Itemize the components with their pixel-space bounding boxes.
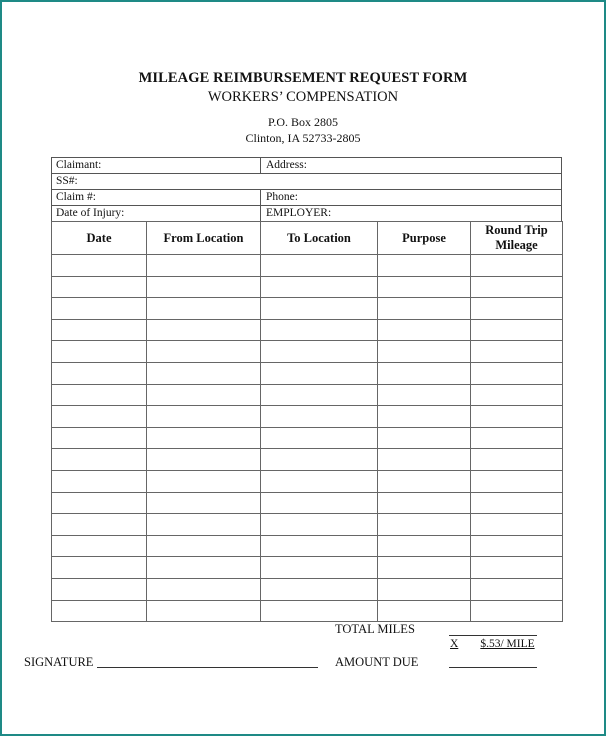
purpose-cell[interactable]: [378, 600, 471, 622]
info-row-injury: [52, 206, 561, 222]
purpose-cell[interactable]: [378, 341, 471, 363]
mileage-cell[interactable]: [471, 449, 563, 471]
purpose-cell[interactable]: [378, 449, 471, 471]
info-row-claimant: [52, 158, 561, 174]
date-cell[interactable]: [52, 600, 147, 622]
table-row: [52, 255, 563, 277]
date-cell[interactable]: [52, 384, 147, 406]
from-location-cell[interactable]: [147, 600, 261, 622]
mileage-cell[interactable]: [471, 255, 563, 277]
to-location-cell[interactable]: [261, 535, 378, 557]
mileage-cell[interactable]: [471, 319, 563, 341]
date-cell[interactable]: [52, 276, 147, 298]
to-location-cell[interactable]: [261, 406, 378, 428]
table-row: [52, 470, 563, 492]
from-location-cell[interactable]: [147, 578, 261, 600]
form-subtitle: WORKERS’ COMPENSATION: [207, 89, 399, 105]
to-location-cell[interactable]: [261, 319, 378, 341]
date-cell[interactable]: [52, 578, 147, 600]
from-location-cell[interactable]: [147, 449, 261, 471]
date-cell[interactable]: [52, 514, 147, 536]
claimant-info-block: [51, 157, 562, 221]
mileage-cell[interactable]: [471, 557, 563, 579]
employer-field[interactable]: EMPLOYER:: [266, 207, 332, 219]
mileage-cell[interactable]: [471, 406, 563, 428]
round-trip-label: Round Trip: [485, 223, 548, 237]
from-location-cell[interactable]: [147, 341, 261, 363]
table-row: [52, 600, 563, 622]
purpose-cell[interactable]: [378, 557, 471, 579]
mileage-cell[interactable]: [471, 600, 563, 622]
to-location-cell[interactable]: [261, 492, 378, 514]
purpose-cell[interactable]: [378, 298, 471, 320]
date-cell[interactable]: [52, 406, 147, 428]
mileage-cell[interactable]: [471, 492, 563, 514]
col-header-purpose: Purpose: [378, 222, 471, 255]
from-location-cell[interactable]: [147, 384, 261, 406]
mileage-table: [51, 221, 563, 622]
purpose-cell[interactable]: [378, 319, 471, 341]
date-cell[interactable]: [52, 492, 147, 514]
col-header-to-location: To Location: [261, 222, 378, 255]
table-row: [52, 384, 563, 406]
from-location-cell[interactable]: [147, 406, 261, 428]
date-cell[interactable]: [52, 470, 147, 492]
mileage-cell[interactable]: [471, 384, 563, 406]
mileage-cell[interactable]: [471, 276, 563, 298]
purpose-cell[interactable]: [378, 427, 471, 449]
purpose-cell[interactable]: [378, 470, 471, 492]
claimant-field[interactable]: Claimant:: [52, 158, 261, 173]
from-location-cell[interactable]: [147, 514, 261, 536]
to-location-cell[interactable]: [261, 298, 378, 320]
to-location-cell[interactable]: [261, 578, 378, 600]
purpose-cell[interactable]: [378, 276, 471, 298]
mileage-cell[interactable]: [471, 470, 563, 492]
date-cell[interactable]: [52, 298, 147, 320]
purpose-cell[interactable]: [378, 514, 471, 536]
to-location-cell[interactable]: [261, 255, 378, 277]
to-location-cell[interactable]: [261, 600, 378, 622]
from-location-cell[interactable]: [147, 492, 261, 514]
col-header-round-trip-mileage: [471, 222, 563, 255]
table-row: [52, 449, 563, 471]
mileage-cell[interactable]: [471, 578, 563, 600]
table-row: [52, 276, 563, 298]
mileage-cell[interactable]: [471, 535, 563, 557]
purpose-cell[interactable]: [378, 406, 471, 428]
table-header-row: [52, 222, 563, 255]
from-location-cell[interactable]: [147, 557, 261, 579]
mileage-cell[interactable]: [471, 341, 563, 363]
rate-multiplier: [450, 638, 535, 650]
to-location-cell[interactable]: [261, 276, 378, 298]
claim-number-field[interactable]: Claim #:: [52, 190, 261, 205]
multiply-x: X: [450, 638, 459, 650]
mileage-cell[interactable]: [471, 298, 563, 320]
table-row: [52, 514, 563, 536]
purpose-cell[interactable]: [378, 384, 471, 406]
date-cell[interactable]: [52, 449, 147, 471]
to-location-cell[interactable]: [261, 362, 378, 384]
from-location-cell[interactable]: [147, 298, 261, 320]
purpose-cell[interactable]: [378, 362, 471, 384]
total-miles-label: TOTAL MILES: [335, 622, 415, 636]
mileage-cell[interactable]: [471, 362, 563, 384]
total-miles-line[interactable]: [449, 635, 537, 636]
purpose-cell[interactable]: [378, 492, 471, 514]
table-row: [52, 406, 563, 428]
table-row: [52, 319, 563, 341]
info-row-claim: [52, 190, 561, 206]
form-title: MILEAGE REIMBURSEMENT REQUEST FORM: [138, 70, 468, 86]
table-row: [52, 535, 563, 557]
date-cell[interactable]: [52, 557, 147, 579]
table-row: [52, 557, 563, 579]
signature-line[interactable]: [97, 667, 318, 668]
to-location-cell[interactable]: [261, 557, 378, 579]
date-of-injury-field[interactable]: Date of Injury:: [52, 206, 261, 221]
po-box: P.O. Box 2805: [267, 115, 338, 129]
phone-field[interactable]: Phone:: [266, 191, 298, 203]
to-location-cell[interactable]: [261, 449, 378, 471]
table-row: [52, 341, 563, 363]
mileage-cell[interactable]: [471, 427, 563, 449]
date-cell[interactable]: [52, 535, 147, 557]
to-location-cell[interactable]: [261, 384, 378, 406]
date-cell[interactable]: [52, 255, 147, 277]
from-location-cell[interactable]: [147, 319, 261, 341]
table-row: [52, 492, 563, 514]
from-location-cell[interactable]: [147, 255, 261, 277]
to-location-cell[interactable]: [261, 514, 378, 536]
to-location-cell[interactable]: [261, 341, 378, 363]
col-header-date: Date: [52, 222, 147, 255]
amount-due-line[interactable]: [449, 667, 537, 668]
to-location-cell[interactable]: [261, 427, 378, 449]
to-location-cell[interactable]: [261, 470, 378, 492]
table-row: [52, 578, 563, 600]
ssn-field[interactable]: SS#:: [56, 175, 78, 187]
from-location-cell[interactable]: [147, 470, 261, 492]
date-cell[interactable]: [52, 341, 147, 363]
from-location-cell[interactable]: [147, 535, 261, 557]
purpose-cell[interactable]: [378, 535, 471, 557]
purpose-cell[interactable]: [378, 578, 471, 600]
date-cell[interactable]: [52, 362, 147, 384]
table-row: [52, 298, 563, 320]
from-location-cell[interactable]: [147, 276, 261, 298]
signature-label: SIGNATURE: [24, 655, 94, 669]
date-cell[interactable]: [52, 427, 147, 449]
amount-due-label: AMOUNT DUE: [335, 655, 419, 669]
mileage-label: Mileage: [495, 238, 538, 252]
from-location-cell[interactable]: [147, 362, 261, 384]
city-state-zip: Clinton, IA 52733-2805: [245, 131, 361, 145]
table-row: [52, 427, 563, 449]
col-header-from-location: From Location: [147, 222, 261, 255]
from-location-cell[interactable]: [147, 427, 261, 449]
date-cell[interactable]: [52, 319, 147, 341]
rate-per-mile: $.53/ MILE: [480, 638, 535, 650]
mileage-cell[interactable]: [471, 514, 563, 536]
purpose-cell[interactable]: [378, 255, 471, 277]
table-body: [52, 255, 563, 622]
info-row-ssn: [52, 174, 561, 190]
address-field[interactable]: Address:: [266, 159, 307, 171]
table-row: [52, 362, 563, 384]
